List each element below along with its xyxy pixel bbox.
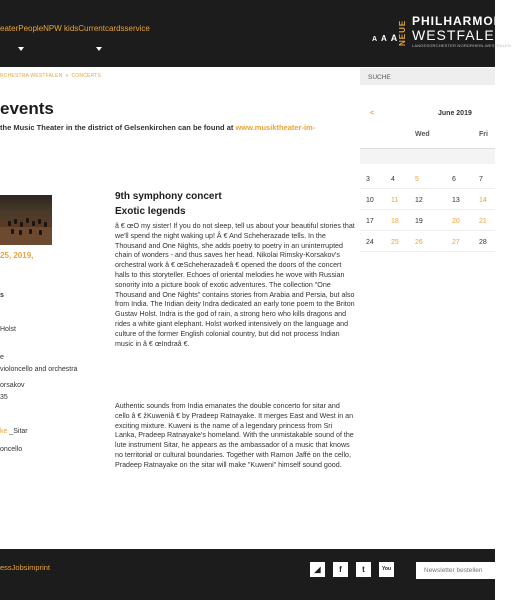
calendar-day-with-event[interactable]: 18 [391, 218, 399, 225]
breadcrumb [0, 73, 101, 79]
calendar-day-with-event[interactable]: 11 [391, 197, 399, 204]
calendar-day-with-event[interactable]: 26 [415, 239, 423, 246]
calendar-day: 13 [452, 197, 460, 204]
calendar-day-with-event[interactable]: 27 [452, 239, 460, 246]
calendar-day-with-event[interactable]: 21 [479, 218, 487, 225]
program-composer: Holst [0, 326, 16, 333]
nav-item-current[interactable]: Current [78, 24, 105, 33]
search-box[interactable]: SUCHE [360, 68, 495, 85]
footer-link-jobs[interactable]: Jobs [11, 563, 28, 572]
font-size-medium-button[interactable]: A [381, 34, 388, 43]
footer-links [0, 563, 50, 572]
breadcrumb-separator-icon: » [65, 73, 69, 79]
twitter-icon[interactable]: t [356, 562, 371, 577]
calendar-day-with-event[interactable]: 25 [391, 239, 399, 246]
event-description: â € œO my sister! If you do not sleep, tell us about your beautiful stories that we'll spend the night waking up! Â € And Scheherazade tells. In the Thousand and One Nights, she adds poetry to poetry in an uninterrupted chain of wonders - and thus saves her head. Nikolai Rimsky-Korsakov's orchestral work â € œScheherazadeâ € opened the doors of the concert halls to this storyteller. Echoes of oriental melodies he wove with Russian sonority into a picture book of exotic adventures. The collection "One Thousand and One Nights" contains stories from Arabia and Persia, but also from India. The Indian deity Indra dedicated an early tone poem to the Briton Gustav Holst. Indra is the god of rain, a strong hero who kills dragons and rides a white giant elephant. Holst worked intensively on the language and culture of the former English colonial country, but did not process Indian music in â € œIndraâ €. [115, 222, 355, 348]
font-size-large-button[interactable]: A [390, 33, 399, 43]
calendar-prev-button[interactable]: < [370, 110, 375, 117]
newsletter-input[interactable] [416, 562, 495, 579]
font-size-small-button[interactable]: A [372, 36, 379, 43]
breadcrumb-item[interactable]: RCHESTRA WESTFALEN [0, 73, 63, 79]
calendar-row-divider [360, 209, 495, 210]
program-line: e [0, 354, 4, 361]
event-title: 9th symphony concert [115, 191, 222, 202]
calendar-day: 12 [415, 197, 423, 204]
calendar-day: 4 [391, 176, 395, 183]
calendar-day: 7 [479, 176, 483, 183]
dropdown-caret-icon[interactable] [96, 47, 102, 51]
nav-item-npw-kids[interactable]: NPW kids [43, 24, 79, 33]
main-nav [0, 24, 150, 33]
calendar-month: June 2019 [438, 110, 472, 117]
calendar-day: 10 [366, 197, 374, 204]
program-work: violoncello and orchestra [0, 366, 78, 373]
calendar-day-with-event[interactable]: 5 [415, 176, 419, 183]
site-header [0, 0, 517, 67]
nav-item-people[interactable]: People [18, 24, 44, 33]
logo-tagline: LANDESORCHESTER NORDRHEIN-WESTFALEN [412, 43, 512, 48]
rss-icon[interactable]: ◢ [310, 562, 325, 577]
weekday-header: Fri [479, 131, 488, 138]
page-title: events [0, 99, 54, 118]
calendar-row-divider [360, 230, 495, 231]
calendar-day: 17 [366, 218, 374, 225]
calendar-day: 24 [366, 239, 374, 246]
weekday-header: Wed [415, 131, 430, 138]
calendar-day: 19 [415, 218, 423, 225]
calendar-header [360, 110, 495, 121]
calendar-blank-row [360, 149, 495, 164]
calendar-day: 6 [452, 176, 456, 183]
footer-link-imprint[interactable]: imprint [27, 563, 51, 572]
font-size-controls [372, 33, 398, 43]
logo-westfalen: WESTFALEN [412, 27, 506, 43]
dropdown-caret-icon[interactable] [18, 47, 24, 51]
soloist-line: ke _Sitar [0, 428, 28, 435]
nav-item-service[interactable]: service [124, 24, 150, 33]
intro-text: the Music Theater in the district of Gelsenkirchen can be found at www.musiktheater-im- [0, 123, 316, 132]
event-date: 25, 2019, [0, 251, 34, 260]
event-image[interactable] [0, 195, 52, 245]
calendar-day: 3 [366, 176, 370, 183]
breadcrumb-item[interactable]: CONCERTS [71, 73, 102, 79]
program-opus: 35 [0, 394, 8, 401]
program-heading: s [0, 292, 4, 299]
event-description: Authentic sounds from India emanates the double concerto for sitar and cello â € žKuweniâ € by Pradeep Ratnayake. It merges East and West in an exciting mixture. Kuweni is the name of a legendary princess from Sri Lanka, Pradeep Ratnayake's homeland. With the unmistakable sound of the lute instrument Sitar, he appears as the ambassador of a music that knows no territorial or cultural boundaries. Together with Ramon Jaffé on the cello, Pradeep Ratnayake on the sitar will make "Kuweni" himself sound good. [115, 402, 354, 469]
calendar-day-with-event[interactable]: 14 [479, 197, 487, 204]
site-footer [0, 549, 495, 600]
nav-item-theater[interactable]: eater [0, 24, 19, 33]
event-subtitle: Exotic legends [115, 206, 186, 217]
soloist-line: oncello [0, 446, 23, 453]
musiktheater-link[interactable]: www.musiktheater-im- [235, 123, 316, 132]
calendar-day: 28 [479, 239, 487, 246]
calendar-day-with-event[interactable]: 20 [452, 218, 460, 225]
footer-link-press[interactable]: ess [0, 563, 12, 572]
program-composer: orsakov [0, 382, 25, 389]
youtube-icon[interactable]: You [379, 562, 394, 577]
soloist-link[interactable]: ke [0, 428, 8, 435]
logo-philharmonie: PHILHARMONIE [412, 14, 517, 28]
calendar-row-divider [360, 188, 495, 189]
logo-neue: NEUE [398, 19, 407, 46]
calendar-row-divider [360, 251, 495, 252]
facebook-icon[interactable]: f [333, 562, 348, 577]
site-logo[interactable] [398, 4, 517, 60]
nav-item-cards[interactable]: cards [104, 24, 125, 33]
